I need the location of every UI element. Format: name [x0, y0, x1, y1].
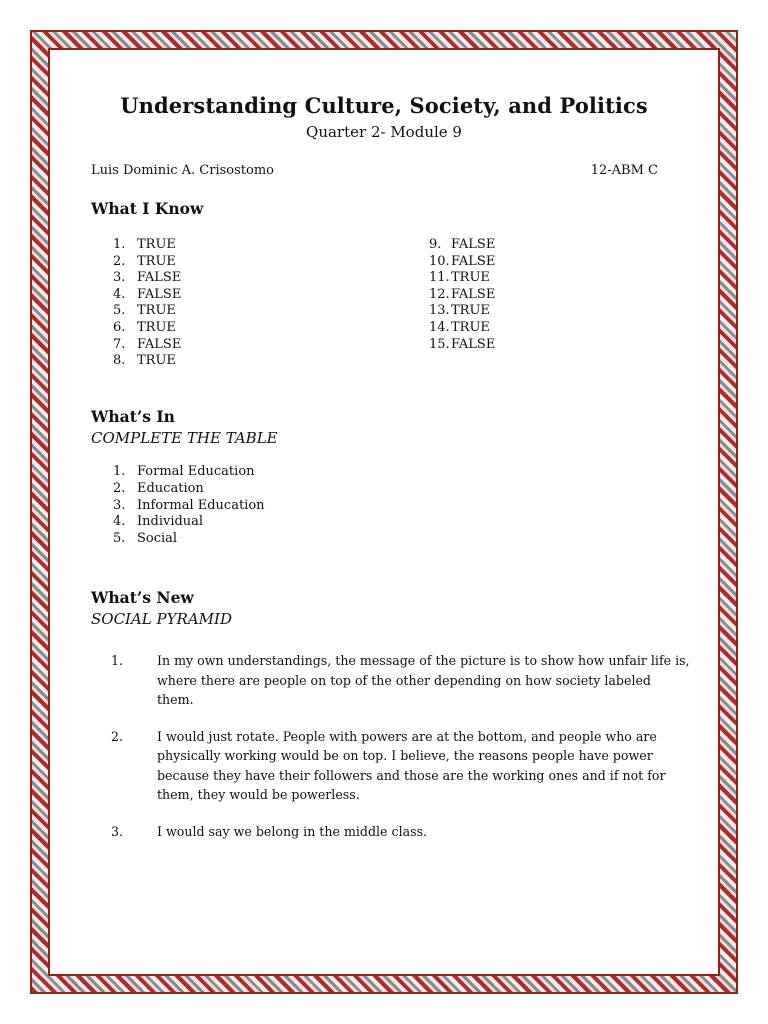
list-item: 4. Individual — [113, 514, 204, 530]
list-item: 4. FALSE — [113, 286, 182, 302]
document-title: Understanding Culture, Society, and Politics — [120, 93, 648, 118]
list-item: 5. Social — [113, 531, 178, 547]
list-item: 1. In my own understandings, the message of the picture is to show how unfair life is, where there are people on top of the other depending on how society labeled them. — [111, 653, 690, 707]
list-item: 14. TRUE — [429, 319, 490, 335]
list-item: 5. TRUE — [113, 303, 176, 319]
list-item: 1. Formal Education — [113, 464, 255, 479]
answers-column-1 — [113, 237, 181, 370]
list-item: 2. I would just rotate. People with powers are at the bottom, and people who are physically working would be on top. I believe, the reasons people have power because they have their followers and those are the working ones and if not for them, they would be powerless. — [111, 728, 666, 802]
list-item: 2. TRUE — [113, 253, 176, 269]
list-item: 6. TRUE — [113, 319, 176, 335]
whats-new-heading: What’s New — [91, 588, 194, 607]
list-item: 13. TRUE — [429, 303, 490, 319]
list-item: 10. FALSE — [429, 253, 496, 269]
whats-new-subheading: SOCIAL PYRAMID — [91, 610, 232, 628]
whats-in-list — [113, 464, 265, 548]
list-item: 7. FALSE — [113, 336, 182, 352]
class-section: 12-ABM C — [590, 163, 658, 178]
list-item: 8. TRUE — [113, 353, 176, 369]
list-item: 2. Education — [113, 480, 204, 496]
list-item: 3. Informal Education — [113, 497, 265, 513]
whats-new-list — [111, 651, 691, 858]
list-item: 9. FALSE — [429, 237, 496, 252]
whats-in-subheading: COMPLETE THE TABLE — [91, 429, 278, 447]
author-name: Luis Dominic A. Crisostomo — [91, 163, 274, 178]
list-item: 3. I would say we belong in the middle class. — [111, 823, 428, 839]
document-page — [51, 51, 717, 973]
list-item: 11. TRUE — [429, 270, 490, 286]
list-item: 3. FALSE — [113, 270, 182, 286]
list-item: 12. FALSE — [429, 286, 496, 302]
answers-column-2 — [429, 237, 495, 353]
list-item: 15. FALSE — [429, 336, 496, 352]
document-subtitle: Quarter 2- Module 9 — [306, 123, 462, 141]
list-item: 1. TRUE — [113, 237, 176, 252]
whats-in-heading: What’s In — [91, 407, 175, 426]
what-i-know-heading: What I Know — [91, 199, 204, 218]
